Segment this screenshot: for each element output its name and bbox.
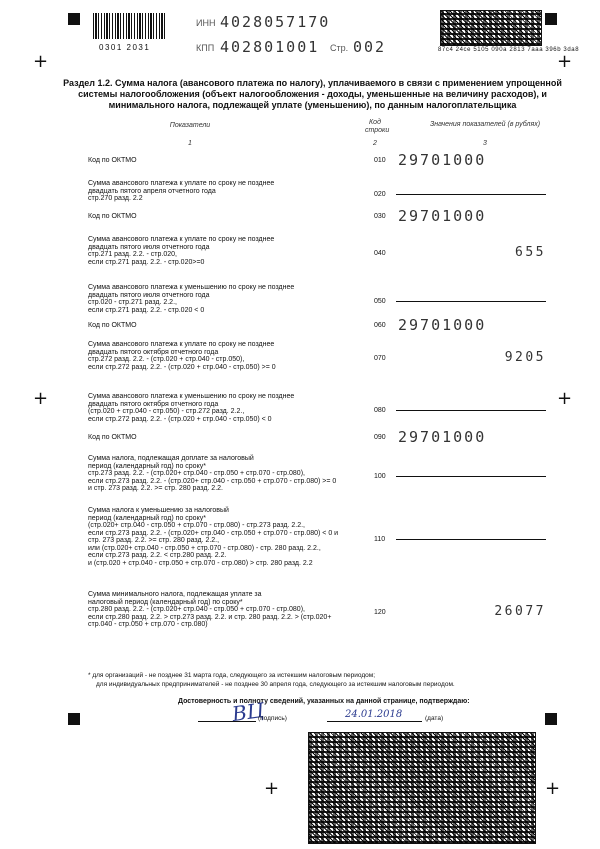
column-number-3: 3	[483, 140, 487, 147]
registration-cross-4: +	[557, 388, 573, 409]
header-2d-barcode-caption: 87c4 24ce 5105 090a 2813 7aaa 396b 3da8	[438, 47, 580, 53]
row-code-110: 110	[374, 536, 386, 544]
footnote-entrepreneurs: для индивидуальных предпринимателей - не позднее 30 апреля года, следующего за истекшим налоговым периодом.	[96, 681, 455, 688]
row-code-100: 100	[374, 473, 386, 480]
oktmo-value-060: 29701000	[398, 316, 487, 334]
form-barcode	[93, 13, 165, 39]
empty-amount-line-080	[396, 410, 546, 411]
row-code-040: 040	[374, 250, 386, 258]
footnote-organizations: * для организаций - не позднее 31 марта года, следующего за истекшим налоговым периодом;	[88, 672, 376, 679]
row-code-060: 060	[374, 322, 386, 329]
section-title: Раздел 1.2. Сумма налога (авансового платежа по налогу), уплачиваемого в связи с применением упрощенной системы налогообложения (объект налогообложения - доходы, уменьшенные на величину расходов), и минимального налога, подлежащей уплате (уменьшению), по данным налогоплательщика	[63, 78, 562, 110]
oktmo-value-010: 29701000	[398, 151, 487, 169]
row-code-080: 080	[374, 407, 386, 415]
date-caption: (дата)	[425, 715, 444, 722]
column-header-values: Значения показателей (в рублях)	[429, 121, 541, 128]
row-code-070: 070	[374, 355, 386, 363]
handwritten-signature: ВЦ	[230, 697, 266, 727]
oktmo-value-030: 29701000	[398, 207, 487, 225]
column-number-1: 1	[188, 140, 192, 147]
empty-amount-line-020	[396, 194, 546, 195]
oktmo-value-090: 29701000	[398, 428, 487, 446]
empty-amount-line-050	[396, 301, 546, 302]
row-label-110: Сумма налога к уменьшению за налоговый период (календарный год) по сроку* (стр.020+ стр.040 - стр.050 + стр.070 - стр.080) - стр.273 разд. 2.2., если стр.273 разд. 2.2. - (стр.020+ стр.040 - стр.050 + стр.070 - стр.080) < 0 и стр. 273 разд. 2.2. >= стр. 280 разд. 2.2., или (стр.020+ стр.040 - стр.050 + стр.070 - стр.080) - стр. 280 разд. 2.2., если стр.273 разд. 2.2. < стр.280 разд. 2.2. и (стр.020 + стр.040 - стр.050 + стр.070 - стр.080) > стр. 280 разд. 2.2	[88, 507, 339, 567]
registration-cross-5: +	[264, 778, 280, 799]
registration-cross-2: +	[557, 51, 573, 72]
row-code-050: 050	[374, 298, 386, 306]
kpp-label: КПП	[196, 43, 215, 53]
registration-cross-1: +	[33, 51, 49, 72]
corner-marker-bottom-left	[68, 713, 80, 725]
row-label-080: Сумма авансового платежа к уменьшению по сроку не позднее двадцать пятого октября отчетного года (стр.020 + стр.040 - стр.050) - стр.272 разд. 2.2., если стр.272 разд. 2.2. - (стр.020 + стр.040 - стр.050) < 0	[88, 393, 295, 423]
row-code-020: 020	[374, 190, 386, 198]
corner-marker-top-right	[545, 13, 557, 25]
page-label: Стр.	[330, 43, 349, 53]
attestation-text: Достоверность и полноту сведений, указанных на данной странице, подтверждаю:	[178, 698, 470, 705]
amount-value-040: 655	[515, 245, 546, 261]
row-label-120: Сумма минимального налога, подлежащая уплате за налоговый период (календарный год) по сроку* стр.280 разд. 2.2. - (стр.020+ стр.040 - стр.050 + стр.070 - стр.080), если стр.280 разд. 2.2. > стр.273 разд. 2.2. и стр. 280 разд. 2.2. > (стр.020+ стр.040 - стр.050 + стр.070 - стр.080)	[88, 591, 332, 628]
registration-cross-6: +	[545, 778, 561, 799]
corner-marker-top-left	[68, 13, 80, 25]
row-code-120: 120	[374, 609, 386, 616]
empty-amount-line-110	[396, 539, 546, 540]
header-2d-barcode	[440, 10, 542, 46]
amount-value-070: 9205	[504, 350, 546, 366]
row-label-070: Сумма авансового платежа к уплате по сроку не позднее двадцать пятого октября отчетного года стр.272 разд. 2.2. - (стр.020 + стр.040 - стр.050), если стр.272 разд. 2.2. - (стр.020 + стр.040 - стр.050) >= 0	[88, 341, 276, 371]
row-code-030: 030	[374, 213, 386, 220]
empty-amount-line-100	[396, 476, 546, 477]
barcode-number: 0301 2031	[99, 43, 151, 52]
row-label-030: Код по ОКТМО	[88, 213, 137, 220]
inn-label: ИНН	[196, 18, 216, 28]
row-label-090: Код по ОКТМО	[88, 434, 137, 441]
amount-value-120: 26077	[494, 604, 546, 619]
page-number: 002	[353, 38, 387, 56]
row-label-020: Сумма авансового платежа к уплате по сроку не позднее двадцать пятого апреля отчетного года стр.270 разд. 2.2	[88, 180, 275, 202]
kpp-value: 402801001	[220, 38, 320, 56]
registration-cross-3: +	[33, 388, 49, 409]
corner-marker-bottom-right	[545, 713, 557, 725]
column-number-2: 2	[373, 140, 377, 147]
row-label-010: Код по ОКТМО	[88, 157, 137, 164]
row-label-060: Код по ОКТМО	[88, 322, 137, 329]
signature-caption: (подпись)	[258, 715, 287, 722]
column-header-code: Код строки	[365, 119, 390, 134]
row-code-010: 010	[374, 157, 386, 164]
inn-value: 4028057170	[220, 13, 331, 31]
bottom-2d-barcode	[308, 732, 536, 844]
handwritten-date: 24.01.2018	[345, 709, 403, 720]
date-line	[327, 721, 422, 722]
column-header-indicators: Показатели	[169, 122, 211, 129]
row-code-090: 090	[374, 434, 386, 441]
row-label-040: Сумма авансового платежа к уплате по сроку не позднее двадцать пятого июля отчетного года стр.271 разд. 2.2. - стр.020, если стр.271 разд. 2.2. - стр.020>=0	[88, 236, 275, 266]
row-label-050: Сумма авансового платежа к уменьшению по сроку не позднее двадцать пятого июля отчетного года стр.020 - стр.271 разд. 2.2., если стр.271 разд. 2.2. - стр.020 < 0	[88, 284, 295, 314]
row-label-100: Сумма налога, подлежащая доплате за налоговый период (календарный год) по сроку* стр.273 разд. 2.2. - (стр.020+ стр.040 - стр.050 + стр.070 - стр.080), если стр.273 разд. 2.2. - (стр.020+ стр.040 - стр.050 + стр.070 - стр.080) >= 0 и стр. 273 разд. 2.2. >= стр. 280 разд. 2.2.	[88, 455, 337, 492]
